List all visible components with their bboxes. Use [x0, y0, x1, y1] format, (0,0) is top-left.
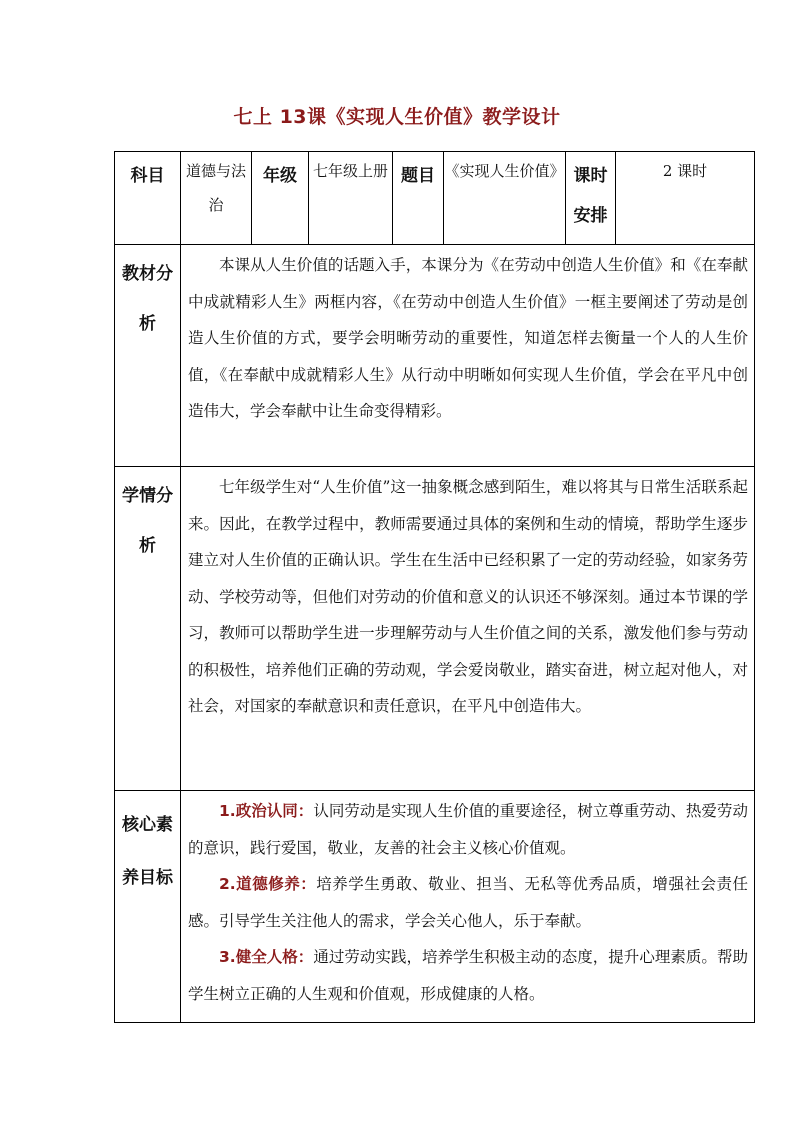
goal-text: 认同劳动是实现人生价值的重要途径，树立尊重劳动、热爱劳动的意识，践行爱国，敬业，友善的社会主义核心价值观。: [188, 802, 748, 857]
hours-label: 课时安排: [566, 152, 616, 245]
lesson-plan-table: [114, 151, 755, 1023]
header-row: [115, 152, 755, 245]
goal-text: 通过劳动实践，培养学生积极主动的态度，提升心理素质。帮助学生树立正确的人生观和价值观，形成健康的人格。: [188, 948, 748, 1003]
goal-item: [188, 793, 748, 866]
core-goals-label: 核心素养目标: [115, 791, 181, 1023]
goal-heading: 2.道德修养：: [219, 875, 317, 893]
goal-heading: 3.健全人格：: [219, 948, 314, 966]
document-title: 七上 13课《实现人生价值》教学设计: [233, 106, 561, 128]
student-analysis-label: 学情分析: [115, 467, 181, 791]
subject-label: 科目: [115, 152, 181, 245]
core-goals-cell: [181, 791, 755, 1023]
core-goals-row: [115, 791, 755, 1023]
topic-value: 《实现人生价值》: [444, 152, 566, 245]
topic-label: 题目: [393, 152, 444, 245]
student-analysis-text: 七年级学生对“人生价值”这一抽象概念感到陌生，难以将其与日常生活联系起来。因此，在教学过程中，教师需要通过具体的案例和生动的情境，帮助学生逐步建立对人生价值的正确认识。学生在生活中已经积累了一定的劳动经验，如家务劳动、学校劳动等，但他们对劳动的价值和意义的认识还不够深刻。通过本节课的学习，教师可以帮助学生进一步理解劳动与人生价值之间的关系，激发他们参与劳动的积极性，培养他们正确的劳动观，学会爱岗敬业，踏实奋进，树立起对他人，对社会，对国家的奉献意识和责任意识，在平凡中创造伟大。: [188, 478, 748, 715]
student-analysis-cell: [181, 467, 755, 791]
student-analysis-row: [115, 467, 755, 791]
goal-heading: 1.政治认同：: [219, 802, 314, 820]
goal-item: [188, 866, 748, 939]
grade-value: 七年级上册: [309, 152, 393, 245]
goal-item: [188, 939, 748, 1012]
goal-text: 培养学生勇敢、敬业、担当、无私等优秀品质，增强社会责任感。引导学生关注他人的需求，学会关心他人，乐于奉献。: [188, 875, 748, 930]
grade-label: 年级: [252, 152, 309, 245]
textbook-analysis-row: [115, 245, 755, 467]
hours-value: 2 课时: [616, 152, 755, 245]
subject-value: 道德与法治: [181, 152, 252, 245]
textbook-analysis-text: 本课从人生价值的话题入手，本课分为《在劳动中创造人生价值》和《在奉献中成就精彩人生》两框内容，《在劳动中创造人生价值》一框主要阐述了劳动是创造人生价值的方式，要学会明晰劳动的重要性，知道怎样去衡量一个人的人生价值，《在奉献中成就精彩人生》从行动中明晰如何实现人生价值，学会在平凡中创造伟大，学会奉献中让生命变得精彩。: [188, 256, 748, 420]
textbook-analysis-label: 教材分析: [115, 245, 181, 467]
textbook-analysis-cell: [181, 245, 755, 467]
